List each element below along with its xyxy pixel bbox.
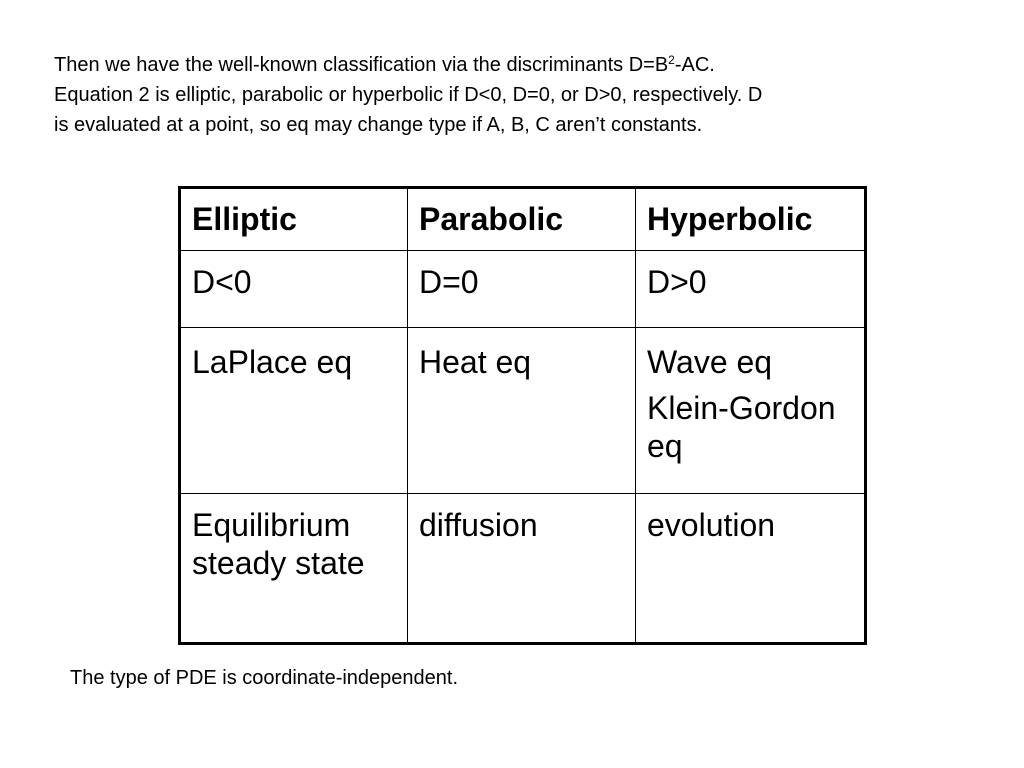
example-wave-eq: Wave eq bbox=[647, 344, 773, 380]
cell-discriminant-parabolic: D=0 bbox=[408, 251, 636, 328]
table-row-examples bbox=[180, 328, 866, 494]
example-klein-gordon-eq: Klein-Gordon eq bbox=[647, 390, 836, 464]
intro-line-2: Equation 2 is elliptic, parabolic or hyperbolic if D<0, D=0, or D>0, respectively. D bbox=[54, 84, 763, 106]
intro-line-1 bbox=[54, 54, 715, 76]
intro-line-1-prefix: Then we have the well-known classification via the discriminants D=B bbox=[54, 54, 669, 76]
superscript-2: 2 bbox=[668, 53, 675, 67]
cell-type-elliptic: Equilibrium steady state bbox=[180, 494, 408, 644]
pde-classification-table bbox=[178, 186, 867, 645]
table-row-type bbox=[180, 494, 866, 644]
table-row-discriminant bbox=[180, 251, 866, 328]
cell-type-parabolic: diffusion bbox=[408, 494, 636, 644]
table-header-row bbox=[180, 188, 866, 251]
footer-note: The type of PDE is coordinate-independent. bbox=[70, 667, 459, 689]
intro-line-1-suffix: -AC. bbox=[674, 54, 715, 76]
cell-example-hyperbolic bbox=[636, 328, 866, 494]
cell-example-parabolic: Heat eq bbox=[408, 328, 636, 494]
header-parabolic: Parabolic bbox=[408, 188, 636, 251]
cell-discriminant-elliptic: D<0 bbox=[180, 251, 408, 328]
cell-example-elliptic: LaPlace eq bbox=[180, 328, 408, 494]
header-elliptic: Elliptic bbox=[180, 188, 408, 251]
intro-paragraph bbox=[54, 50, 984, 140]
header-hyperbolic: Hyperbolic bbox=[636, 188, 866, 251]
cell-discriminant-hyperbolic: D>0 bbox=[636, 251, 866, 328]
intro-line-3: is evaluated at a point, so eq may change type if A, B, C aren’t constants. bbox=[54, 114, 703, 136]
cell-type-hyperbolic: evolution bbox=[636, 494, 866, 644]
